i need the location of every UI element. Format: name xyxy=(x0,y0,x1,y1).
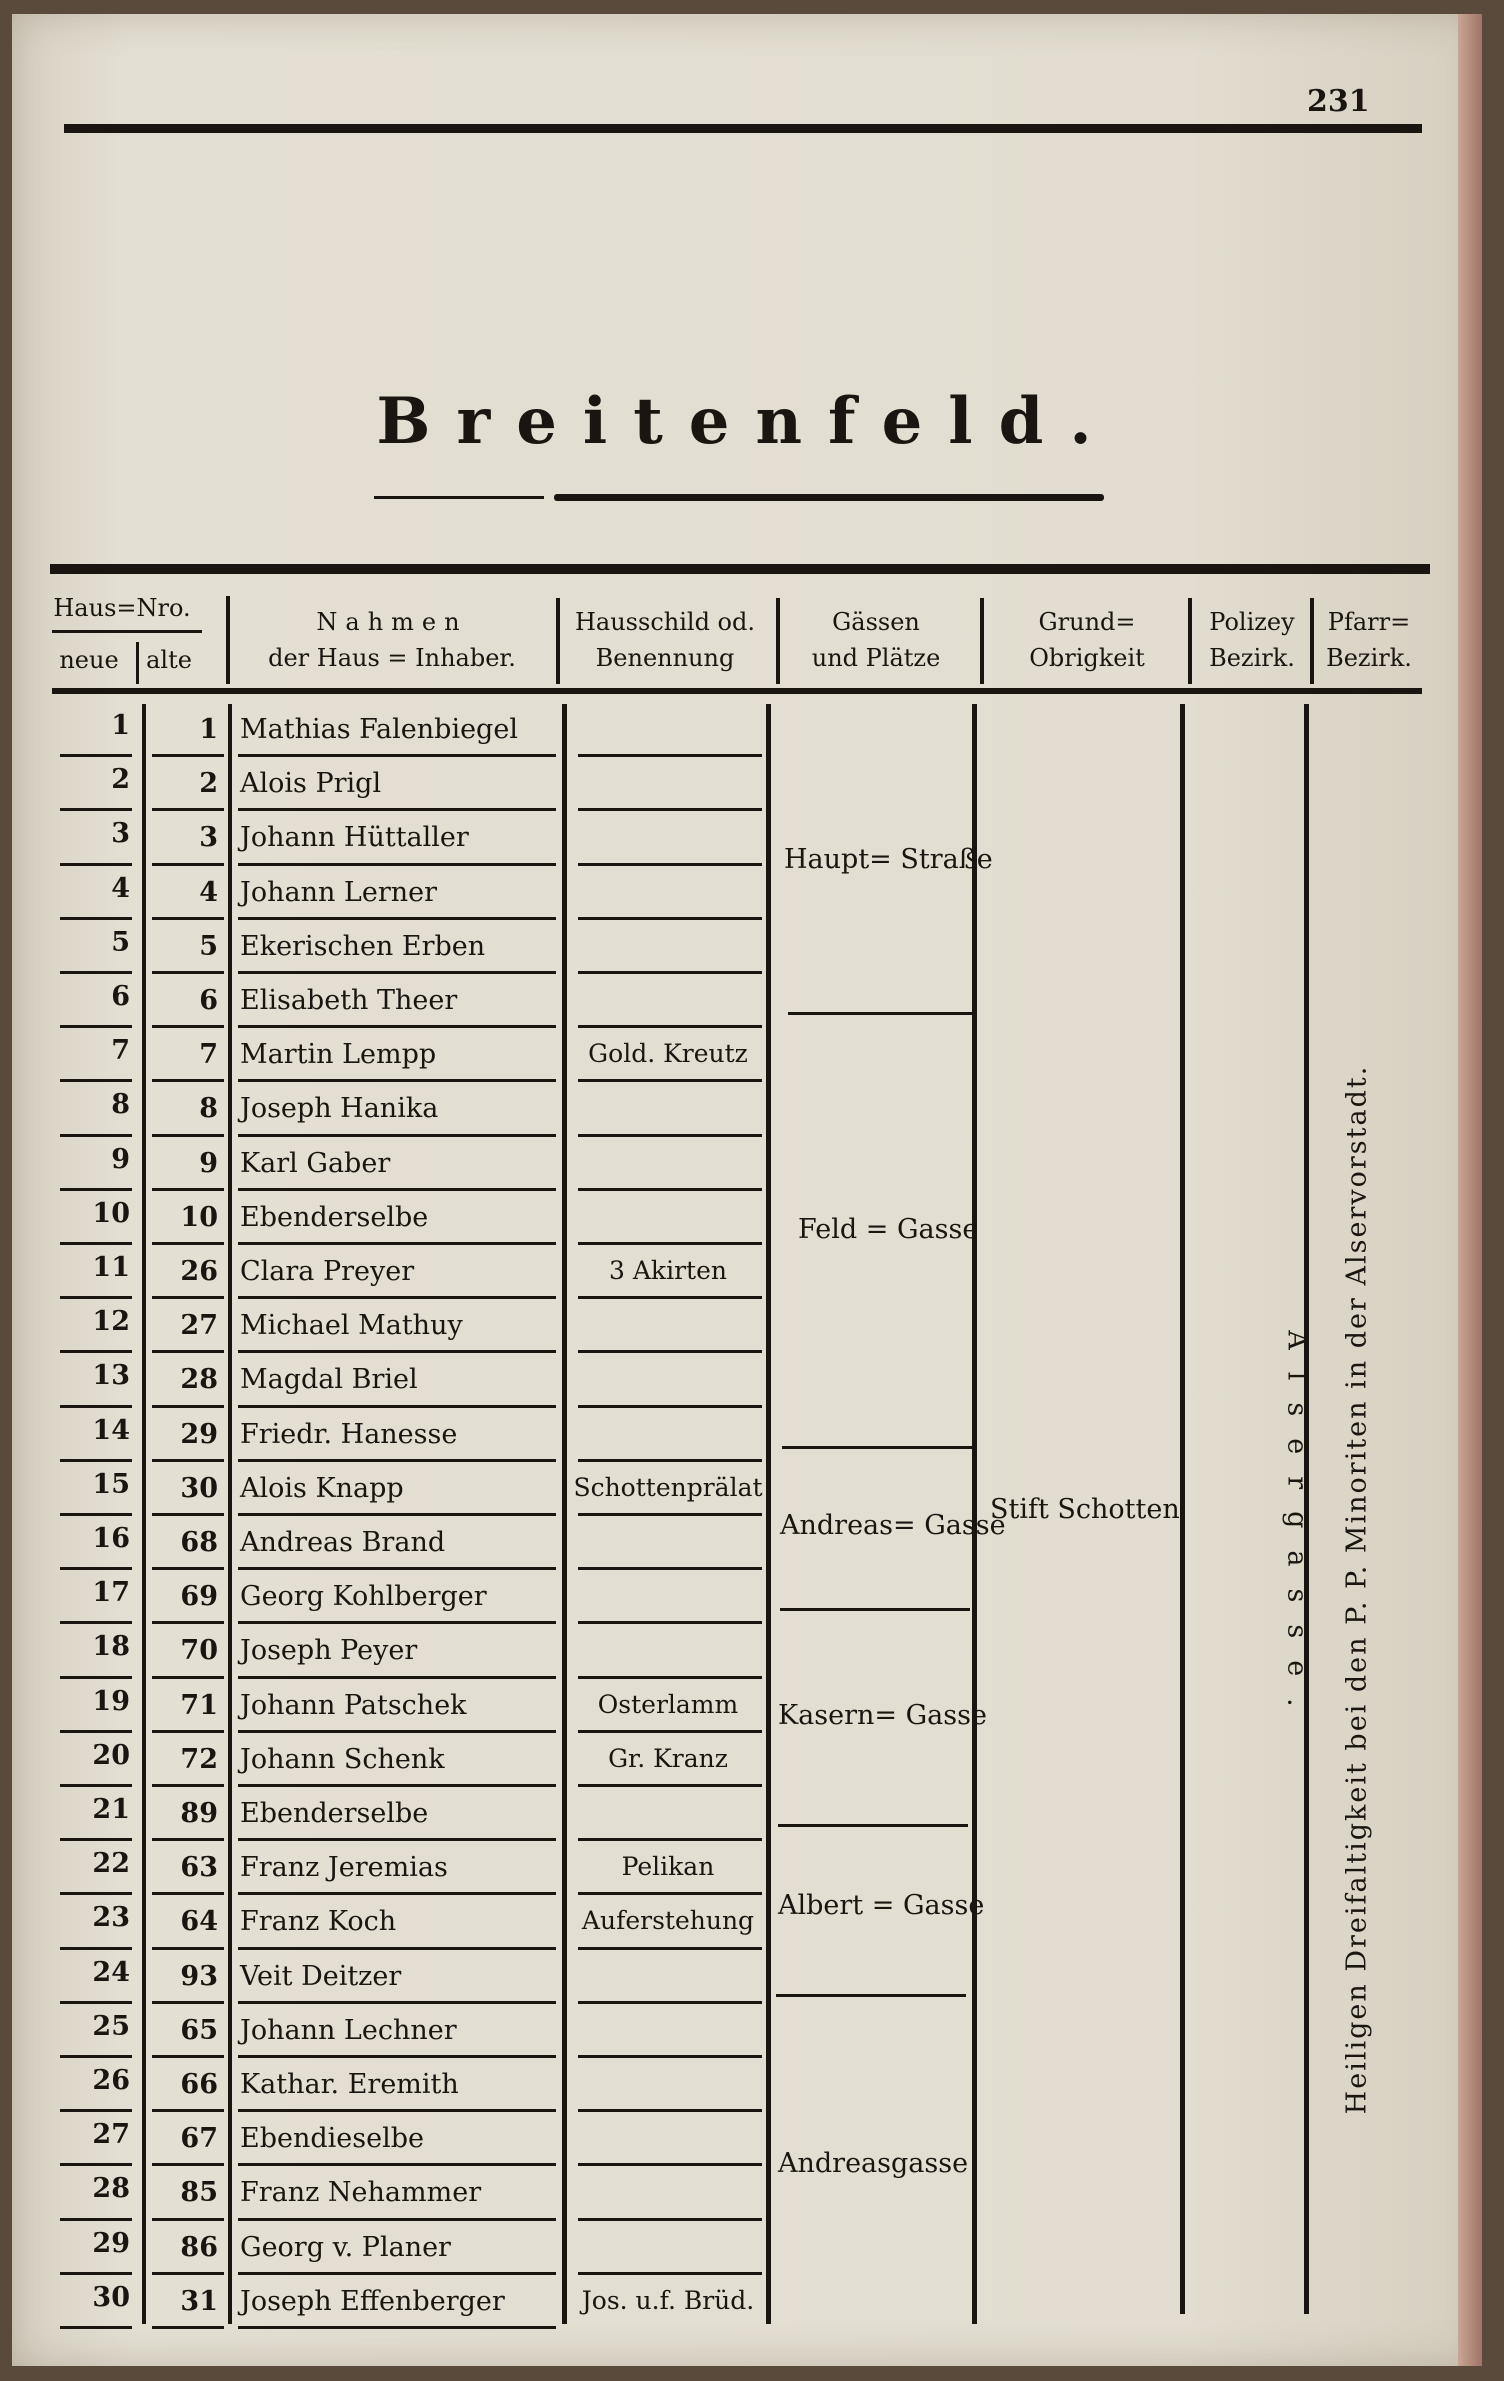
row-owner-name: Clara Preyer xyxy=(240,1256,415,1287)
header-haus-nro: Haus=Nro. xyxy=(53,594,191,622)
header-gassen-line1: Gässen xyxy=(832,608,920,636)
row-rule-alte xyxy=(152,808,224,811)
row-rule-name xyxy=(238,1350,556,1353)
row-alte-number: 1 xyxy=(199,714,218,745)
row-rule-schild xyxy=(578,971,762,974)
header-sep-5 xyxy=(980,598,984,684)
row-rule-alte xyxy=(152,1079,224,1082)
col-rule-alte xyxy=(228,704,232,2324)
row-rule-name xyxy=(238,1188,556,1191)
row-rule-name xyxy=(238,1838,556,1841)
row-rule-neue xyxy=(60,2001,132,2004)
row-house-sign: 3 Akirten xyxy=(609,1256,727,1285)
row-neue-number: 2 xyxy=(111,764,130,796)
row-rule-name xyxy=(238,2163,556,2166)
row-alte-number: 31 xyxy=(180,2285,218,2317)
gasse-sep-2 xyxy=(782,1446,972,1449)
row-neue-number: 11 xyxy=(92,1252,130,1283)
row-neue-number: 13 xyxy=(92,1360,130,1392)
row-owner-name: Alois Prigl xyxy=(240,768,382,800)
row-rule-neue xyxy=(60,1188,132,1191)
header-gassen-line2: und Plätze xyxy=(811,644,941,672)
row-rule-schild xyxy=(578,1784,762,1787)
row-rule-name xyxy=(238,1892,556,1895)
row-rule-name xyxy=(238,2218,556,2221)
col-rule-schild xyxy=(766,704,771,2324)
row-rule-neue xyxy=(60,2163,132,2166)
row-owner-name: Veit Deitzer xyxy=(240,1960,402,1992)
header-grund-line1: Grund= xyxy=(1038,608,1136,636)
row-neue-number: 16 xyxy=(92,1523,130,1554)
title-rule-left xyxy=(374,496,544,499)
polizey-bezirk: Alsergasse. xyxy=(1281,1330,1313,1729)
row-neue-number: 24 xyxy=(92,1956,130,1988)
row-alte-number: 9 xyxy=(199,1147,218,1179)
row-owner-name: Michael Mathuy xyxy=(240,1310,463,1342)
row-owner-name: Johann Lerner xyxy=(240,876,438,908)
col-rule-grund xyxy=(1180,704,1185,2314)
row-alte-number: 26 xyxy=(180,1256,218,1287)
row-rule-schild xyxy=(578,1838,762,1841)
gasse-sep-1 xyxy=(788,1012,974,1015)
header-bottom-rule xyxy=(52,688,1422,694)
row-rule-neue xyxy=(60,1405,132,1408)
row-rule-alte xyxy=(152,1838,224,1841)
row-rule-alte xyxy=(152,1188,224,1191)
row-rule-neue xyxy=(60,2109,132,2112)
row-rule-name xyxy=(238,1405,556,1408)
row-rule-name xyxy=(238,1947,556,1950)
row-rule-alte xyxy=(152,2109,224,2112)
title-rule-right xyxy=(554,494,1104,501)
row-rule-alte xyxy=(152,2163,224,2166)
row-rule-name xyxy=(238,2109,556,2112)
row-alte-number: 71 xyxy=(180,1689,218,1721)
row-rule-alte xyxy=(152,1784,224,1787)
row-rule-name xyxy=(238,1134,556,1137)
row-rule-alte xyxy=(152,1567,224,1570)
row-rule-neue xyxy=(60,2218,132,2221)
row-rule-neue xyxy=(60,2272,132,2275)
row-rule-schild xyxy=(578,1405,762,1408)
row-owner-name: Martin Lempp xyxy=(240,1039,437,1071)
row-alte-number: 3 xyxy=(199,822,218,854)
row-owner-name: Friedr. Hanesse xyxy=(240,1418,458,1450)
row-owner-name: Franz Nehammer xyxy=(240,2177,482,2209)
gasse-feld-gasse: Feld = Gasse xyxy=(798,1214,979,1245)
gasse-albert-gasse: Albert = Gasse xyxy=(778,1890,985,1921)
row-rule-schild xyxy=(578,1188,762,1191)
row-neue-number: 27 xyxy=(92,2119,130,2151)
row-rule-neue xyxy=(60,1296,132,1299)
row-rule-name xyxy=(238,754,556,757)
row-rule-neue xyxy=(60,1892,132,1895)
row-rule-schild xyxy=(578,1079,762,1082)
header-hausschild-line1: Hausschild od. xyxy=(574,608,755,636)
row-rule-neue xyxy=(60,1513,132,1516)
row-rule-schild xyxy=(578,1350,762,1353)
header-pfarr xyxy=(1314,604,1424,676)
row-owner-name: Ebenderselbe xyxy=(240,1201,429,1233)
row-rule-name xyxy=(238,2055,556,2058)
row-rule-name xyxy=(238,971,556,974)
row-neue-number: 23 xyxy=(92,1902,130,1934)
row-rule-alte xyxy=(152,1676,224,1679)
row-rule-schild xyxy=(578,1296,762,1299)
row-rule-alte xyxy=(152,1513,224,1516)
row-neue-number: 26 xyxy=(92,2065,130,2096)
row-rule-schild xyxy=(578,2163,762,2166)
row-rule-name xyxy=(238,1730,556,1733)
page-title: Breitenfeld. xyxy=(376,384,1118,459)
header-sep-2 xyxy=(226,596,230,684)
gasse-kasern-gasse: Kasern= Gasse xyxy=(778,1700,987,1731)
header-sep-6 xyxy=(1188,598,1192,684)
row-neue-number: 7 xyxy=(111,1035,130,1067)
row-rule-name xyxy=(238,917,556,920)
row-alte-number: 66 xyxy=(180,2069,218,2100)
row-neue-number: 25 xyxy=(92,2010,130,2042)
header-nahmen-line2: der Haus = Inhaber. xyxy=(268,644,516,672)
row-owner-name: Elisabeth Theer xyxy=(240,985,458,1016)
row-rule-name xyxy=(238,1296,556,1299)
row-rule-schild xyxy=(578,1459,762,1462)
row-rule-name xyxy=(238,2001,556,2004)
row-owner-name: Magdal Briel xyxy=(240,1364,418,1396)
row-owner-name: Joseph Peyer xyxy=(240,1635,418,1667)
row-rule-neue xyxy=(60,1621,132,1624)
row-neue-number: 20 xyxy=(92,1739,130,1771)
header-polizey-line1: Polizey xyxy=(1209,608,1295,636)
row-rule-schild xyxy=(578,1134,762,1137)
row-rule-name xyxy=(238,1676,556,1679)
col-rule-name xyxy=(562,704,567,2324)
row-rule-alte xyxy=(152,1621,224,1624)
row-rule-alte xyxy=(152,917,224,920)
row-neue-number: 5 xyxy=(111,926,130,958)
row-rule-schild xyxy=(578,808,762,811)
row-rule-schild xyxy=(578,2272,762,2275)
header-gassen xyxy=(778,604,974,676)
row-owner-name: Georg Kohlberger xyxy=(240,1581,487,1613)
gasse-sep-5 xyxy=(776,1994,966,1997)
row-rule-schild xyxy=(578,1567,762,1570)
gasse-sep-4 xyxy=(778,1824,968,1827)
row-neue-number: 15 xyxy=(92,1468,130,1500)
row-owner-name: Alois Knapp xyxy=(240,1472,404,1504)
header-sep-1 xyxy=(136,642,139,684)
row-rule-schild xyxy=(578,2001,762,2004)
row-neue-number: 10 xyxy=(92,1197,130,1229)
row-rule-alte xyxy=(152,1892,224,1895)
row-alte-number: 67 xyxy=(180,2123,218,2155)
row-owner-name: Joseph Hanika xyxy=(240,1093,439,1125)
row-rule-schild xyxy=(578,2218,762,2221)
row-alte-number: 30 xyxy=(180,1472,218,1504)
row-rule-neue xyxy=(60,1567,132,1570)
gasse-haupt-strasse: Haupt= Straße xyxy=(784,844,993,875)
row-rule-name xyxy=(238,1459,556,1462)
row-owner-name: Johann Schenk xyxy=(240,1743,445,1775)
row-rule-schild xyxy=(578,1513,762,1516)
row-rule-neue xyxy=(60,1079,132,1082)
row-alte-number: 64 xyxy=(180,1906,218,1938)
row-neue-number: 19 xyxy=(92,1685,130,1717)
row-alte-number: 72 xyxy=(180,1743,218,1775)
gasse-andreas-gasse: Andreas= Gasse xyxy=(780,1510,1006,1541)
page-number: 231 xyxy=(1307,84,1370,119)
row-alte-number: 85 xyxy=(180,2177,218,2209)
row-rule-schild xyxy=(578,1025,762,1028)
header-neue: neue xyxy=(59,646,119,674)
row-alte-number: 7 xyxy=(199,1039,218,1071)
row-rule-name xyxy=(238,863,556,866)
row-owner-name: Ebendieselbe xyxy=(240,2123,424,2155)
row-house-sign: Gr. Kranz xyxy=(608,1743,728,1773)
row-owner-name: Joseph Effenberger xyxy=(240,2285,505,2317)
row-rule-alte xyxy=(152,2055,224,2058)
row-rule-name xyxy=(238,1784,556,1787)
page-edge xyxy=(1458,14,1482,2366)
row-rule-neue xyxy=(60,754,132,757)
row-neue-number: 9 xyxy=(111,1143,130,1175)
top-rule xyxy=(64,124,1422,133)
header-alte: alte xyxy=(146,646,192,674)
header-haus-nro-rule xyxy=(52,630,202,633)
row-alte-number: 2 xyxy=(199,768,218,800)
row-alte-number: 6 xyxy=(199,985,218,1016)
row-rule-neue xyxy=(60,2326,132,2329)
header-hausschild-line2: Benennung xyxy=(595,644,735,672)
header-polizey-line2: Bezirk. xyxy=(1209,644,1295,672)
row-rule-alte xyxy=(152,1025,224,1028)
row-alte-number: 86 xyxy=(180,2231,218,2263)
row-rule-schild xyxy=(578,917,762,920)
row-neue-number: 4 xyxy=(111,872,130,904)
row-rule-neue xyxy=(60,1676,132,1679)
row-rule-neue xyxy=(60,1134,132,1137)
row-neue-number: 8 xyxy=(111,1089,130,1121)
row-rule-alte xyxy=(152,2218,224,2221)
header-grund-line2: Obrigkeit xyxy=(1029,644,1145,672)
row-rule-neue xyxy=(60,1784,132,1787)
row-rule-schild xyxy=(578,2109,762,2112)
row-rule-neue xyxy=(60,1242,132,1245)
row-owner-name: Franz Jeremias xyxy=(240,1852,448,1884)
row-rule-alte xyxy=(152,1296,224,1299)
col-rule-neue xyxy=(142,704,146,2324)
row-rule-name xyxy=(238,1513,556,1516)
row-alte-number: 10 xyxy=(180,1201,218,1233)
row-neue-number: 12 xyxy=(92,1306,130,1338)
header-pfarr-line1: Pfarr= xyxy=(1327,608,1411,636)
row-alte-number: 5 xyxy=(199,930,218,962)
gasse-andreasgasse: Andreasgasse xyxy=(778,2148,969,2179)
row-rule-neue xyxy=(60,1730,132,1733)
row-rule-alte xyxy=(152,1947,224,1950)
row-alte-number: 29 xyxy=(180,1418,218,1450)
row-owner-name: Johann Lechner xyxy=(240,2014,457,2046)
row-owner-name: Ekerischen Erben xyxy=(240,930,486,962)
row-rule-neue xyxy=(60,863,132,866)
row-neue-number: 3 xyxy=(111,818,130,850)
row-owner-name: Ebenderselbe xyxy=(240,1798,429,1829)
row-neue-number: 29 xyxy=(92,2227,130,2259)
row-owner-name: Johann Patschek xyxy=(240,1689,467,1721)
row-rule-schild xyxy=(578,1947,762,1950)
row-rule-name xyxy=(238,1242,556,1245)
book-page xyxy=(12,14,1482,2366)
row-house-sign: Pelikan xyxy=(621,1852,715,1882)
row-alte-number: 65 xyxy=(180,2014,218,2046)
row-alte-number: 89 xyxy=(180,1798,218,1829)
row-owner-name: Georg v. Planer xyxy=(240,2231,451,2263)
row-owner-name: Kathar. Eremith xyxy=(240,2069,459,2100)
row-rule-name xyxy=(238,2272,556,2275)
header-sep-3 xyxy=(556,598,560,684)
row-alte-number: 27 xyxy=(180,1310,218,1342)
row-house-sign: Osterlamm xyxy=(597,1689,739,1719)
row-rule-neue xyxy=(60,808,132,811)
row-neue-number: 1 xyxy=(111,710,130,741)
row-house-sign: Jos. u.f. Brüd. xyxy=(581,2285,755,2315)
row-alte-number: 70 xyxy=(180,1635,218,1667)
header-grund xyxy=(982,604,1192,676)
row-rule-schild xyxy=(578,1242,762,1245)
row-rule-neue xyxy=(60,917,132,920)
row-rule-schild xyxy=(578,1621,762,1624)
row-rule-alte xyxy=(152,971,224,974)
row-rule-neue xyxy=(60,1838,132,1841)
header-pfarr-line2: Bezirk. xyxy=(1326,644,1412,672)
row-neue-number: 30 xyxy=(92,2281,130,2313)
row-alte-number: 4 xyxy=(199,876,218,908)
row-alte-number: 8 xyxy=(199,1093,218,1125)
row-rule-alte xyxy=(152,1730,224,1733)
row-rule-neue xyxy=(60,1025,132,1028)
row-neue-number: 17 xyxy=(92,1577,130,1609)
row-alte-number: 28 xyxy=(180,1364,218,1396)
row-rule-alte xyxy=(152,754,224,757)
row-rule-neue xyxy=(60,1350,132,1353)
gasse-sep-3 xyxy=(780,1608,970,1611)
row-rule-schild xyxy=(578,1892,762,1895)
header-sep-4 xyxy=(776,598,780,684)
row-rule-schild xyxy=(578,1676,762,1679)
row-rule-name xyxy=(238,2326,556,2329)
row-rule-name xyxy=(238,1567,556,1570)
row-rule-alte xyxy=(152,2326,224,2329)
row-rule-name xyxy=(238,1621,556,1624)
row-rule-alte xyxy=(152,1350,224,1353)
row-house-sign: Gold. Kreutz xyxy=(588,1039,748,1069)
row-neue-number: 18 xyxy=(92,1631,130,1663)
row-neue-number: 21 xyxy=(92,1794,130,1825)
pfarr-bezirk: Heiligen Dreifaltigkeit bei den P. P. Minoriten in der Alservorstadt. xyxy=(1341,1064,1373,2115)
row-neue-number: 22 xyxy=(92,1848,130,1880)
row-rule-alte xyxy=(152,1134,224,1137)
row-rule-name xyxy=(238,808,556,811)
row-owner-name: Karl Gaber xyxy=(240,1147,391,1179)
row-rule-name xyxy=(238,1079,556,1082)
row-rule-schild xyxy=(578,2055,762,2058)
header-nahmen xyxy=(232,604,552,676)
row-rule-schild xyxy=(578,1730,762,1733)
row-owner-name: Andreas Brand xyxy=(240,1527,446,1558)
header-polizey xyxy=(1192,604,1312,676)
row-rule-alte xyxy=(152,1459,224,1462)
row-rule-name xyxy=(238,1025,556,1028)
header-sep-7 xyxy=(1310,598,1314,684)
row-rule-neue xyxy=(60,971,132,974)
row-neue-number: 6 xyxy=(111,981,130,1012)
row-rule-neue xyxy=(60,2055,132,2058)
row-rule-alte xyxy=(152,1242,224,1245)
row-alte-number: 63 xyxy=(180,1852,218,1884)
row-rule-neue xyxy=(60,1459,132,1462)
row-house-sign: Auferstehung xyxy=(581,1906,755,1936)
row-rule-schild xyxy=(578,754,762,757)
row-owner-name: Franz Koch xyxy=(240,1906,397,1938)
row-alte-number: 93 xyxy=(180,1960,218,1992)
table-top-rule xyxy=(50,564,1430,574)
row-owner-name: Mathias Falenbiegel xyxy=(240,714,518,745)
row-owner-name: Johann Hüttaller xyxy=(240,822,469,854)
row-rule-neue xyxy=(60,1947,132,1950)
row-rule-alte xyxy=(152,863,224,866)
row-alte-number: 68 xyxy=(180,1527,218,1558)
row-rule-alte xyxy=(152,2272,224,2275)
grund-obrigkeit: Stift Schotten xyxy=(990,1494,1180,1525)
row-neue-number: 14 xyxy=(92,1414,130,1446)
row-neue-number: 28 xyxy=(92,2173,130,2205)
row-rule-alte xyxy=(152,1405,224,1408)
row-rule-alte xyxy=(152,2001,224,2004)
header-nahmen-line1: Nahmen xyxy=(316,608,468,636)
header-hausschild xyxy=(558,604,772,676)
row-alte-number: 69 xyxy=(180,1581,218,1613)
row-rule-schild xyxy=(578,863,762,866)
row-house-sign: Schottenprälat xyxy=(573,1472,763,1502)
